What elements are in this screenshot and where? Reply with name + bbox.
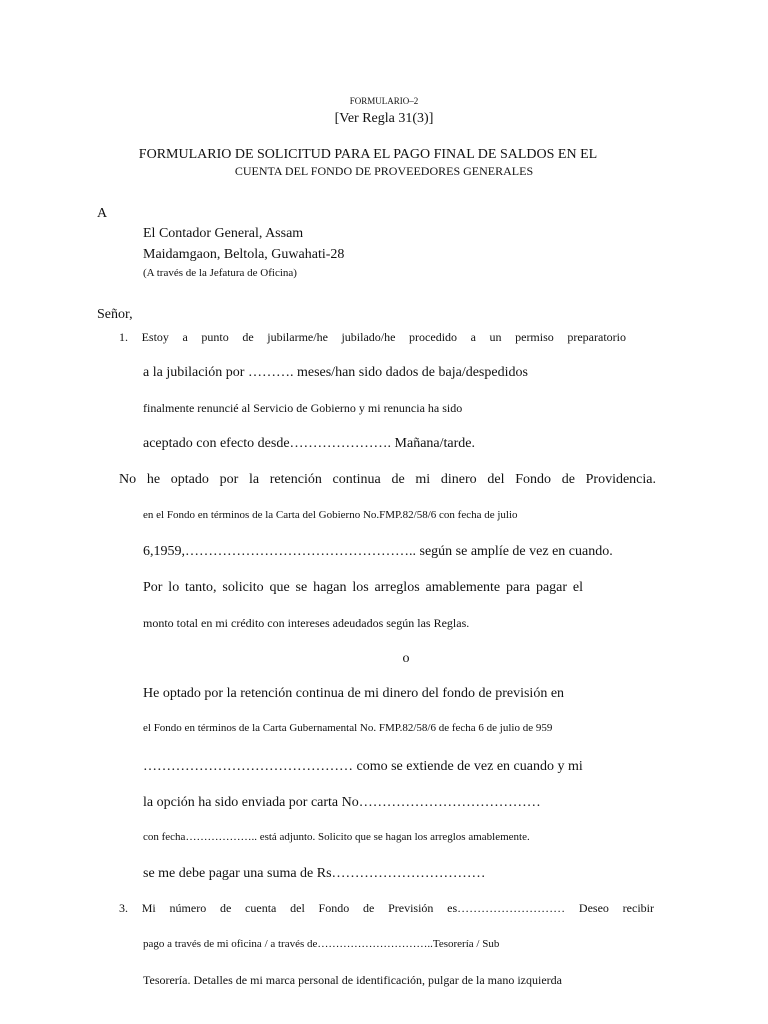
paragraph-4-line-1: 3. Mi número de cuenta del Fondo de Previsión es……………………… Deseo recibir bbox=[119, 901, 654, 915]
or-separator: o bbox=[402, 651, 410, 666]
form-number: FORMULARIO–2 bbox=[349, 96, 419, 106]
paragraph-3-line-1: He optado por la retención continua de mi dinero del fondo de previsión en bbox=[143, 686, 565, 701]
paragraph-1-line-2: a la jubilación por ………. meses/han sido dados de baja/despedidos bbox=[143, 365, 528, 380]
paragraph-2-line-5: monto total en mi crédito con intereses adeudados según las Reglas. bbox=[143, 616, 470, 630]
paragraph-3-line-2: el Fondo en términos de la Carta Gubernamental No. FMP.82/58/6 de fecha 6 de julio de 959 bbox=[143, 722, 553, 734]
salutation: Señor, bbox=[97, 307, 133, 322]
paragraph-2-line-3: 6,1959,………………………………………….. según se amplíe de vez en cuando. bbox=[143, 544, 613, 559]
addressee-address: Maidamgaon, Beltola, Guwahati-28 bbox=[143, 247, 345, 262]
paragraph-3-line-5: con fecha……………….. está adjunto. Solicito que se hagan los arreglos amablemente. bbox=[143, 831, 530, 843]
rule-reference: [Ver Regla 31(3)] bbox=[334, 111, 434, 126]
paragraph-2-line-1: No he optado por la retención continua de mi dinero del Fondo de Providencia. bbox=[119, 472, 656, 487]
addressee-via: (A través de la Jefatura de Oficina) bbox=[143, 267, 297, 279]
paragraph-3-line-3: ……………………………………… como se extiende de vez en cuando y mi bbox=[143, 759, 583, 774]
paragraph-2-line-4: Por lo tanto, solicito que se hagan los arreglos amablemente para pagar el bbox=[143, 580, 583, 595]
paragraph-1-line-4: aceptado con efecto desde…………………. Mañana/tarde. bbox=[143, 436, 475, 451]
form-subtitle: CUENTA DEL FONDO DE PROVEEDORES GENERALES bbox=[234, 164, 534, 178]
paragraph-4-line-3: Tesorería. Detalles de mi marca personal de identificación, pulgar de la mano izquierda bbox=[143, 973, 562, 987]
paragraph-3-line-4: la opción ha sido enviada por carta No………………………………… bbox=[143, 795, 541, 810]
paragraph-1-line-3: finalmente renuncié al Servicio de Gobierno y mi renuncia ha sido bbox=[143, 401, 463, 415]
paragraph-4-line-2: pago a través de mi oficina / a través de…………………………..Tesorería / Sub bbox=[143, 938, 500, 950]
paragraph-3-line-6: se me debe pagar una suma de Rs…………………………… bbox=[143, 866, 486, 881]
addressee-name: El Contador General, Assam bbox=[143, 226, 304, 241]
form-title: FORMULARIO DE SOLICITUD PARA EL PAGO FINAL DE SALDOS EN EL bbox=[138, 147, 598, 162]
addressee-label: A bbox=[97, 206, 108, 221]
paragraph-2-line-2: en el Fondo en términos de la Carta del Gobierno No.FMP.82/58/6 con fecha de julio bbox=[143, 509, 518, 521]
paragraph-1-line-1: 1. Estoy a punto de jubilarme/he jubilado/he procedido a un permiso preparatorio bbox=[119, 330, 626, 344]
